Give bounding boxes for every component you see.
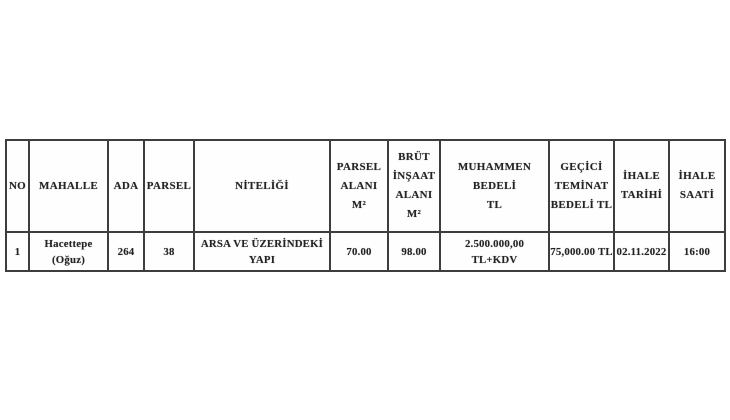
header-cell-brut-insaat-alani xyxy=(389,141,441,233)
header-label: ADA xyxy=(113,179,139,192)
header-cell-niteligi xyxy=(195,141,331,233)
cell-value: 2.500.000,00 xyxy=(464,237,525,250)
cell-value: (Oğuz) xyxy=(52,253,85,266)
cell-value: Hacettepe xyxy=(44,237,93,250)
header-cell-ada xyxy=(109,141,145,233)
header-label: PARSEL xyxy=(146,179,192,192)
header-label: GEÇİCİ xyxy=(560,160,603,173)
header-cell-mahalle xyxy=(30,141,109,233)
header-label: BEDELİ TL xyxy=(550,198,613,211)
header-label: NİTELİĞİ xyxy=(235,179,289,192)
header-cell-parsel xyxy=(145,141,195,233)
header-label: TEMİNAT xyxy=(554,179,609,192)
cell-value: ARSA VE ÜZERİNDEKİ xyxy=(200,237,324,250)
cell-parsel-alani xyxy=(331,233,389,270)
cell-gecici-teminat xyxy=(550,233,615,270)
cell-no xyxy=(7,233,30,270)
header-label: BRÜT xyxy=(398,151,430,163)
header-label: İHALE xyxy=(678,170,716,182)
header-label: NO xyxy=(8,179,27,192)
header-label: MUHAMMEN xyxy=(457,160,532,173)
header-label: BEDELİ xyxy=(472,179,517,192)
header-label: ALANI xyxy=(395,189,433,201)
header-label: İHALE xyxy=(623,170,660,182)
header-label: SAATİ xyxy=(679,189,715,201)
cell-ihale-saati xyxy=(670,233,724,270)
cell-muhammen-bedeli xyxy=(441,233,550,270)
cell-value: 264 xyxy=(117,245,135,258)
cell-ihale-tarihi xyxy=(615,233,670,270)
cell-ada xyxy=(109,233,145,270)
cell-value: 16:00 xyxy=(683,245,711,258)
header-label: İNŞAAT xyxy=(392,170,436,182)
auction-table xyxy=(5,139,726,272)
header-label: M² xyxy=(406,208,422,220)
cell-niteligi xyxy=(195,233,331,270)
cell-value: 75,000.00 TL xyxy=(550,245,613,258)
cell-value: YAPI xyxy=(248,253,276,266)
cell-value: 70.00 xyxy=(346,245,372,258)
cell-parsel xyxy=(145,233,195,270)
header-cell-parsel-alani xyxy=(331,141,389,233)
cell-value: 98.00 xyxy=(401,245,427,258)
cell-value: 02.11.2022 xyxy=(616,245,667,258)
header-cell-no xyxy=(7,141,30,233)
cell-mahalle xyxy=(30,233,109,270)
cell-value: TL+KDV xyxy=(471,253,518,266)
header-label: M² xyxy=(351,198,367,211)
header-cell-ihale-saati xyxy=(670,141,724,233)
header-label: ALANI xyxy=(340,179,378,192)
header-label: TARİHİ xyxy=(620,189,663,201)
header-cell-gecici-teminat xyxy=(550,141,615,233)
header-label: PARSEL xyxy=(336,160,382,173)
cell-value: 38 xyxy=(163,245,175,258)
header-cell-ihale-tarihi xyxy=(615,141,670,233)
cell-brut-insaat-alani xyxy=(389,233,441,270)
header-cell-muhammen-bedeli xyxy=(441,141,550,233)
header-label: TL xyxy=(486,198,503,211)
cell-value: 1 xyxy=(14,245,21,258)
header-label: MAHALLE xyxy=(39,179,98,192)
